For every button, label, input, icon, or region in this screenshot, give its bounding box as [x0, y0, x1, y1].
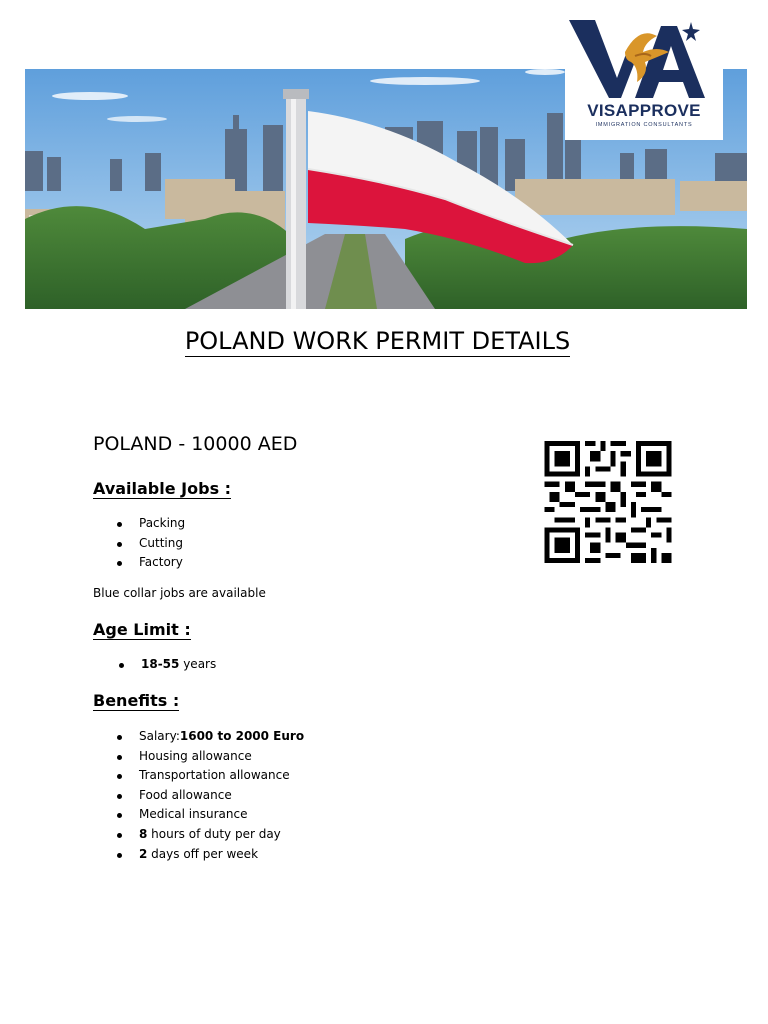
available-jobs-heading-text: Available Jobs :: [93, 479, 232, 498]
benefits-heading-text: Benefits :: [93, 691, 180, 710]
age-list: [119, 655, 216, 675]
benefits-heading: [93, 691, 179, 710]
list-item: Packing: [117, 514, 185, 534]
age-unit: years: [179, 657, 217, 671]
benefits-list: [117, 727, 304, 864]
visapprove-monogram-icon: [565, 12, 723, 102]
available-jobs-heading: [93, 479, 231, 498]
list-item: Factory: [117, 553, 185, 573]
jobs-list: [117, 514, 185, 573]
company-logo: [565, 12, 723, 140]
age-range: 18-55: [141, 657, 180, 671]
jobs-note: Blue collar jobs are available: [93, 586, 266, 600]
logo-tagline: IMMIGRATION CONSULTANTS: [595, 122, 693, 128]
page-title-text: POLAND WORK PERMIT DETAILS: [184, 327, 571, 355]
list-item: [117, 845, 304, 865]
page-title: [0, 327, 755, 355]
age-limit-heading: [93, 620, 191, 639]
list-item: Housing allowance: [117, 747, 304, 767]
list-item: [119, 655, 216, 675]
logo-name: VISAPPROVE: [587, 101, 701, 120]
qr-code-icon: [544, 441, 672, 563]
list-item: Medical insurance: [117, 805, 304, 825]
days-off: 2: [139, 846, 148, 861]
age-limit-heading-text: Age Limit :: [93, 620, 191, 639]
days-off-text: days off per week: [147, 846, 259, 861]
list-item: Cutting: [117, 534, 185, 554]
list-item: Food allowance: [117, 786, 304, 806]
duty-hours: 8: [139, 826, 148, 841]
salary-label: Salary:: [139, 729, 180, 743]
list-item: [117, 727, 304, 747]
country-price-heading: POLAND - 10000 AED: [93, 433, 298, 455]
duty-text: hours of duty per day: [147, 826, 281, 841]
list-item: [117, 825, 304, 845]
list-item: Transportation allowance: [117, 766, 304, 786]
salary-value: 1600 to 2000 Euro: [179, 729, 305, 743]
